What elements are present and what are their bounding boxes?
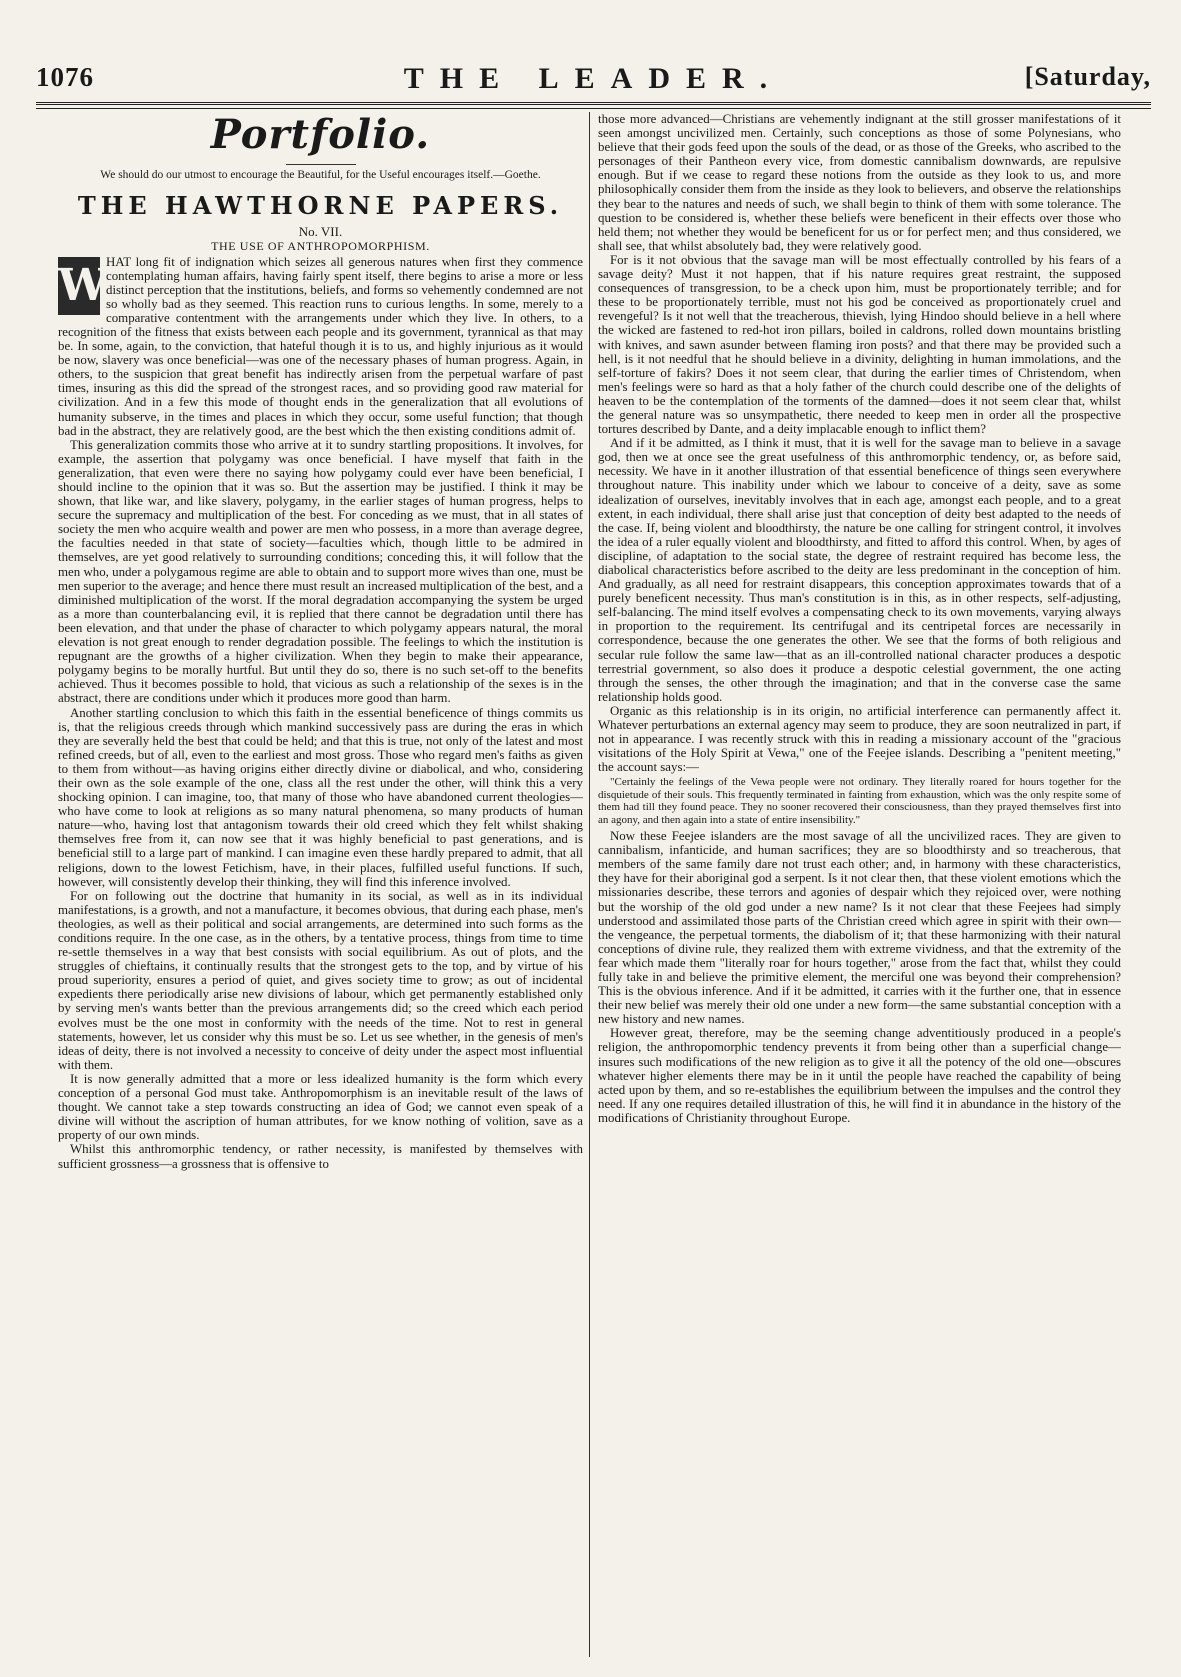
page-number: 1076: [36, 62, 94, 92]
article-paragraph: Now these Feejee islanders are the most savage of all the uncivilized races. They are given to cannibalism, infanticide, and human sacrifices; they are so bloodthirsty and so treacherous, that members of the same family dare not trust each other; and, in harmony with these characteristics, they have for their aboriginal god a serpent. Is it not clear then, that these violent emotions which the missionaries describe, these terrors and agonies of despair which they rejoiced over, were nothing but the worship of the old god under a new name? Is it not clear that these Feejees had simply understood and assimilated those parts of the Christian creed which agree in spirit with their own—the vengeance, the perpetual torments, the diabolism of it; that these harmonizing with their natural conceptions of divine rule, they realized them with extreme vividness, and that the extremity of the fear which made them "literally roar for hours together," arose from the fact that, whilst they could fully take in and believe the primitive element, the merciful one was beyond their comprehension? This is the obvious inference. And if it be admitted, it carries with it the further one, that in essence their new belief was merely their old one under a new form—the same substantial conception with a new history and new names.: [598, 829, 1121, 1027]
block-quote: "Certainly the feelings of the Vewa people were not ordinary. They literally roared for hours together for the disquietude of their souls. This frequently terminated in fainting from exhaustion, which was the only respite some of them had till they found peace. They no sooner recovered their consciousness, than they prayed themselves first into an agony, and then again into a state of entire insensibility.": [598, 776, 1121, 826]
article-paragraph: This generalization commits those who arrive at it to sundry startling propositions. It involves, for example, the assertion that polygamy was once beneficial. I have myself that faith in the generalization, that even were there no saying how polygamy could ever have been beneficial, I should incline to the opinion that it was so. But the assertion may be justified. I think it may be shown, that like war, and like slavery, polygamy, in the earlier stages of human progress, helps to secure the supremacy and multiplication of the best. For conceding as we must, that in all states of society the men who acquire wealth and power are men who possess, in a more than average degree, the faculties needed in that state of society—faculties which, though little to be admired in themselves, are yet good relatively to surrounding conditions; conceding this, it will follow that the men who, under a polygamous regime are able to obtain and to support more wives than one, must be men superior to the average; and hence there must result an increased multiplication of the best, and a diminished multiplication of the worst. If the moral degradation accompanying the system be urged as a more than counterbalancing evil, it is replied that there cannot be degradation until there has been elevation, and that under the phase of character to which polygamy appears natural, the moral elevation is not great enough to render degradation possible. The feelings to which the institution is repugnant are the growths of a higher civilization. When they begin to make their appearance, polygamy begins to be morally hurtful. But until they do so, there is no such set-off to the benefits achieved. Thus it becomes possible to hold, that vicious as such a relationship of the sexes is in the abstract, there are conditions under which it produces more good than harm.: [58, 437, 583, 706]
paper-number: No. VII.: [298, 223, 343, 239]
title-rule: [286, 164, 356, 165]
article-paragraph: However great, therefore, may be the seeming change adventitiously produced in a people's religion, the anthropomorphic tendency prevents it from being other than a superficial change—insures such modifications of the new religion as to give it all the potency of the old one—obscures whatever higher elements there may be in it until the people have reached the capability of being acted upon by them, and so re-establishes the equilibrium between the impulses and the control they need. If any one requires detailed illustration of this, he will find it in abundance in the history of the modifications of Christianity throughout Europe.: [598, 1026, 1121, 1125]
drop-cap: W: [58, 257, 100, 315]
article-paragraph: Another startling conclusion to which this faith in the essential beneficence of things commits us is, that the religious creeds through which mankind successively pass are during the eras in which they are severally held the best that could be held; and that this is true, not only of the latest and most refined creeds, but of all, even to the earliest and most gross. Those who regard men's faiths as given to them from without—as having origins either directly divine or diabolical, and who, considering their own as the sole example of the one, class all the rest under the other, will think this a very shocking opinion. I can imagine, too, that many of those who have abandoned current theologies—who have come to look at religions as so many natural phenomena, so many products of human nature—who, having lost that antagonism towards their old creed which they felt whilst shaking themselves free from it, can now see that it was highly beneficial to past generations, and is beneficial still to a large part of mankind. I can imagine even these hardly prepared to admit, that all religions, down to the lowest Fetichism, have, in their places, fulfilled useful functions. If such, however, will consistently develop their thinking, they will find this inference involved.: [58, 705, 583, 889]
left-column: [58, 112, 583, 1657]
article-paragraph: It is now generally admitted that a more or less idealized humanity is the form which every conception of a personal God must take. Anthropomorphism is an inevitable result of the laws of thought. We cannot take a step towards constructing an idea of God; we cannot even speak of a divine will without the ascription of human attributes, for we know nothing of volition, save as a property of our own minds.: [58, 1071, 583, 1143]
epigraph: We should do our utmost to encourage the Beautiful, for the Useful encourages itself.—Goethe.: [100, 169, 541, 181]
article-paragraph: those more advanced—Christians are vehemently indignant at the still grosser manifestations of it seen amongst uncivilized men. Certainly, such conceptions as those of some Polynesians, who believe that their gods feed upon the souls of the dead, or as those of the Greeks, who ascribed to the personages of their Pantheon every vice, from domestic cannibalism downwards, are repulsive enough. But if we cease to regard these notions from the outside as they look to us, and more philosophically consider them from the inside as they look to believers, and observe the relationships they bear to the natures and needs of such, we shall begin to think of them with some tolerance. The question to be considered is, whether these beliefs were beneficent in their effects over those who held them; not whether they would be beneficent for us or for perfect men; and thus considered, we shall see, that whilst absolutely bad, they were relatively good.: [598, 112, 1121, 253]
series-title: THE HAWTHORNE PAPERS.: [77, 190, 564, 220]
masthead: THE LEADER.: [403, 62, 784, 95]
article-title: THE USE OF ANTHROPOMORPHISM.: [211, 238, 430, 253]
right-column: [598, 112, 1121, 1657]
article-paragraph: For is it not obvious that the savage man will be most effectually controlled by his fears of a savage deity? Must it not happen, that if his nature requires great restraint, the supposed consequences of transgression, to be a check upon him, must be proportionately terrible; and for these to be proportionately terrible, must not his god be conceived as proportionately cruel and revengeful? Is it not well that the treacherous, thievish, lying Hindoo should believe in a hell where the wicked are fastened to red-hot iron pillars, boiled in caldrons, rolled down mountains bristling with knives, and sawn asunder between flaming iron posts? and that there may be provided such a hell, is it not needful that he should believe in a divinity, delighting in human immolations, and the self-torture of fakirs? Does it not seem clear, that during the earlier times of Christendom, when men's feelings were so hard as that a holy father of the church could describe one of the delights of heaven to be the contemplation of the torments of the damned—does it not seem clear that, whilst the general nature was so unsympathetic, there needed to keep men in order all the prospective tortures described by Dante, and a deity implacable enough to inflict them?: [598, 252, 1121, 437]
header-rule: [36, 102, 1151, 109]
running-head: [36, 62, 1151, 102]
issue-day: [Saturday,: [1024, 62, 1151, 91]
column-divider: [589, 112, 590, 1657]
section-title: Portfolio.: [210, 112, 431, 158]
article-paragraph: Whilst this anthromorphic tendency, or rather necessity, is manifested by themselves with sufficient grossness—a grossness that is offensive to: [58, 1142, 583, 1171]
article-paragraph: [58, 255, 583, 438]
article-paragraph: And if it be admitted, as I think it must, that it is well for the savage man to believe in a savage god, then we at once see the great usefulness of this anthromorphic tendency, or, as before said, necessity. We have in it another illustration of that essential beneficence of things seen everywhere throughout nature. This inability under which we labour to conceive of a deity, save as some idealization of ourselves, inevitably involves that in each age, amongst each people, and to a great extent, in each individual, there shall arise just that conception of deity best adapted to the needs of the case. If, being violent and bloodthirsty, the nature be one calling for stringent control, it involves the idea of a ruler equally violent and bloodthirsty, and fitted to afford this control. When, by ages of discipline, of adaptation to the social state, the degree of restraint required has become less, the diabolical characteristics before ascribed to the deity are less predominant in the conception of him. And gradually, as all need for restraint disappears, this conception approximates towards that of a purely beneficent necessity. Thus man's constitution is in this, as in other respects, self-adjusting, self-balancing. The mind itself evolves a compensating check to its own movements, varying always in proportion to the requirement. Its centrifugal and its centripetal forces are necessarily in correspondence, because the one generates the other. We see that the forms of both religious and secular rule follow the same law—that as an ill-controlled national character produces a despotic terrestrial government, so also does it produce a despotic celestial government, the one acting through the senses, the other through the imagination; and that in the converse case the same relationship holds good.: [598, 436, 1121, 704]
article-paragraph: Organic as this relationship is in its origin, no artificial interference can permanently affect it. Whatever perturbations an external agency may seem to produce, they are soon neutralized in part, if not in appearance. I was recently struck with this in reading a missionary account of the "gracious visitations of the Holy Spirit at Vewa," one of the Feejee islands. Describing a "penitent meeting," the account says:—: [598, 703, 1121, 775]
article-paragraph: For on following out the doctrine that humanity in its social, as well as in its individual manifestations, is a growth, and not a manufacture, it becomes obvious, that during each phase, men's theologies, as well as their political and social arrangements, are determined into such forms as the conditions require. In the one case, as in the others, by a tentative process, things from time to time re-settle themselves in a way that best consists with social equilibrium. As out of plots, and the struggles of chieftains, it continually results that the strongest gets to the top, and by virtue of his proud superiority, ensures a period of quiet, and gives society time to grow; as out of incidental expedients there periodically arise new divisions of labour, which get permanently established only by serving men's wants better than the previous arrangements did; so the creed which each period evolves must be the one most in conformity with the needs of the time. Not to rest in general statements, however, let us consider why this must be so. Let us see whether, in the genesis of men's ideas of deity, there is not involved a necessity to conceive of deity under the aspect most influential with them.: [58, 888, 583, 1072]
paragraph-text: HAT long fit of indignation which seizes all generous natures when first they commence contemplating human affairs, having fairly spent itself, there begins to arise a more or less distinct perception that the institutions, beliefs, and forms so vehemently condemned are not so wholly bad as they seemed. This reaction runs to curious lengths. In some, merely to a comparative contentment with the arrangements under which they live. In others, to a recognition of the fitness that exists between each people and its government, tyrannical as that may be. In some, again, to the conviction, that hateful though it is to us, and highly injurious as it would be now, slavery was once beneficial—was one of the necessary phases of human progress. Again, in others, to the suspicion that great benefit has indirectly arisen from the perpetual warfare of past times, insuring as this did the spread of the strongest races, and so providing good raw material for civilization. And in a few this mode of thought ends in the generalization that all evolutions of humanity subserve, in the times and places in which they occur, some useful function; that though bad in the abstract, they are relatively good, are the best which the then existing conditions admit of.: [58, 254, 583, 438]
